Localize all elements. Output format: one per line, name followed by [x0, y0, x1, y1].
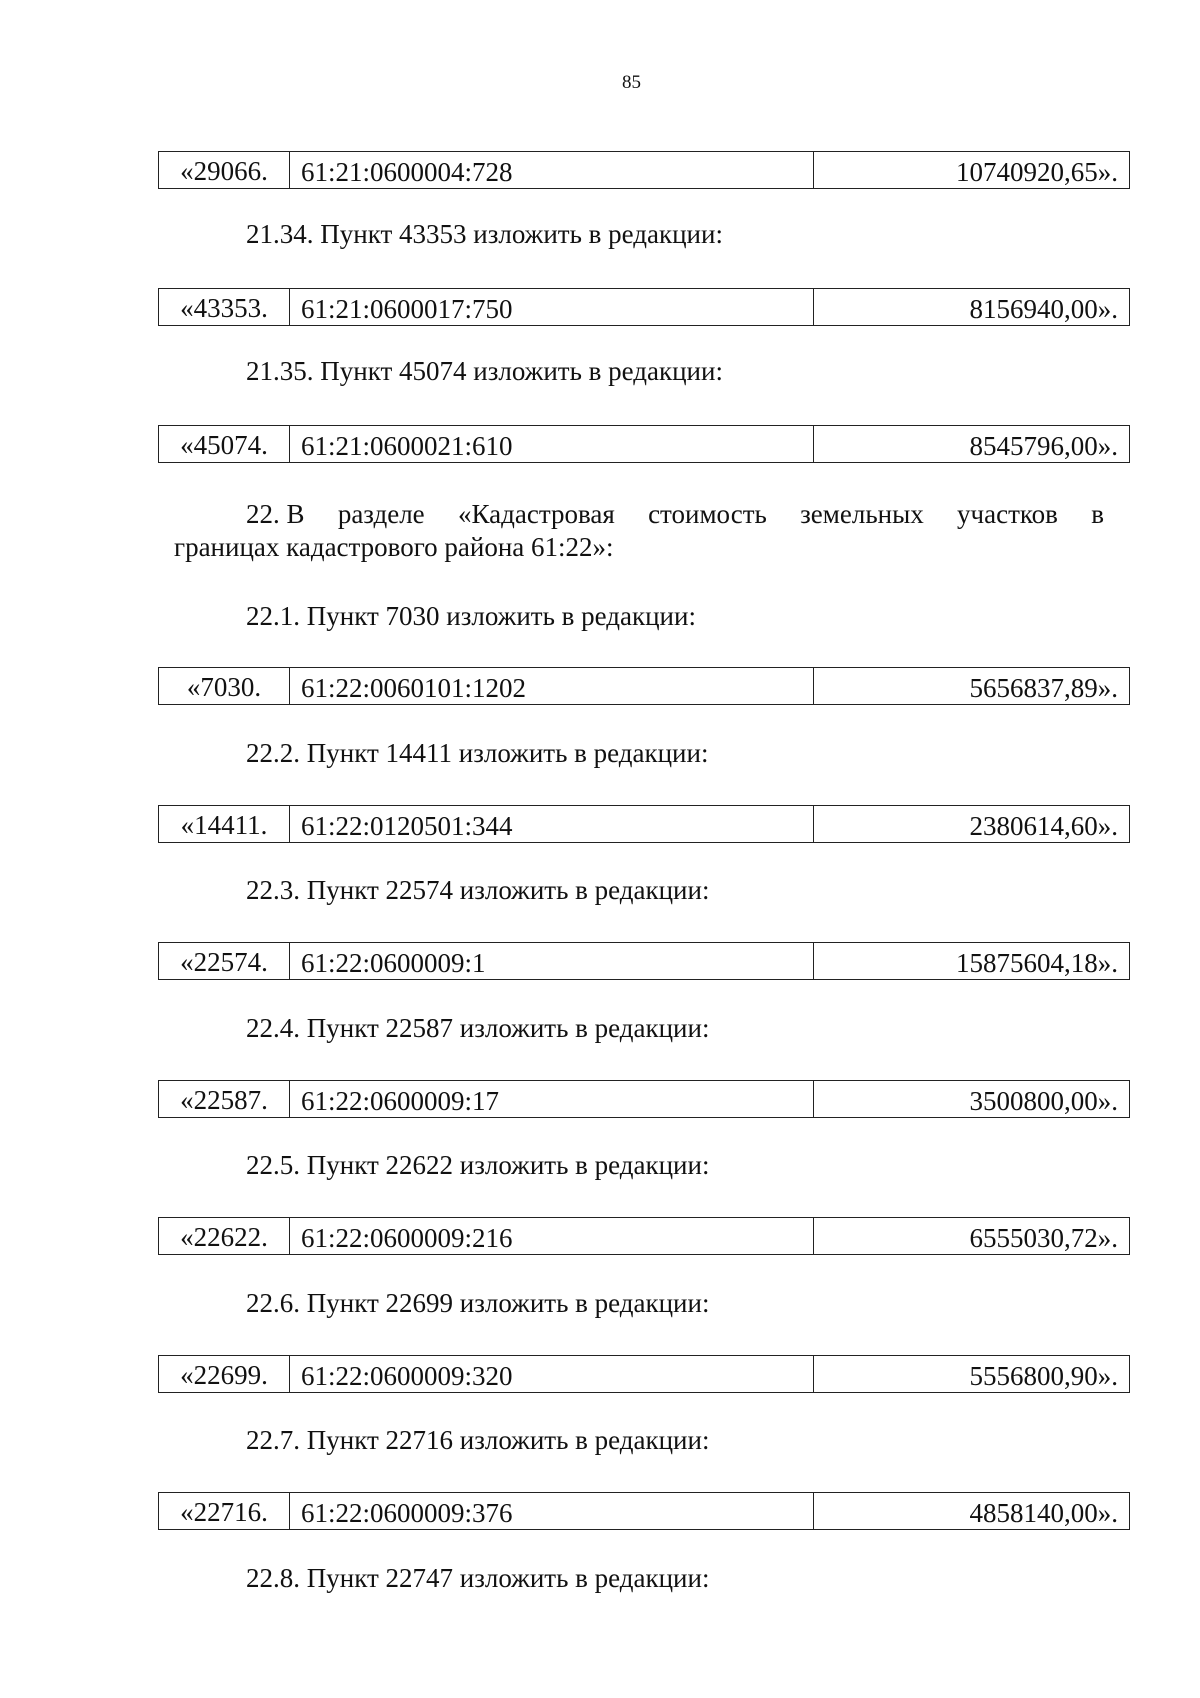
paragraph-word: стоимость [648, 499, 767, 529]
paragraph: 22.5. Пункт 22622 изложить в редакции: [246, 1150, 710, 1180]
cadastral-number-cell: 61:22:0120501:344 [290, 806, 814, 842]
paragraph: 22.7. Пункт 22716 изложить в редакции: [246, 1425, 710, 1455]
table-row [158, 288, 1130, 326]
paragraph-word: в [1091, 499, 1104, 529]
cadastral-value-cell: 5656837,89». [969, 673, 1118, 703]
table-row [158, 1355, 1130, 1393]
item-number-cell: «14411. [159, 806, 290, 842]
paragraph: 22.6. Пункт 22699 изложить в редакции: [246, 1288, 710, 1318]
cadastral-number-cell: 61:22:0600009:1 [290, 943, 814, 979]
table-row [158, 425, 1130, 463]
cadastral-value-cell: 5556800,90». [969, 1361, 1118, 1391]
paragraph: 22.3. Пункт 22574 изложить в редакции: [246, 875, 710, 905]
item-number-cell: «22574. [159, 943, 290, 979]
item-number-cell: «22622. [159, 1218, 290, 1254]
paragraph: 22.4. Пункт 22587 изложить в редакции: [246, 1013, 710, 1043]
table-row [158, 805, 1130, 843]
paragraph: 22.1. Пункт 7030 изложить в редакции: [246, 601, 696, 631]
cadastral-value-cell: 15875604,18». [956, 948, 1118, 978]
paragraph-word: 22. В [246, 499, 305, 529]
cadastral-value-cell: 8545796,00». [969, 431, 1118, 461]
table-row [158, 1217, 1130, 1255]
item-number-cell: «22716. [159, 1493, 290, 1529]
paragraph: 22.2. Пункт 14411 изложить в редакции: [246, 738, 709, 768]
cadastral-number-cell: 61:21:0600021:610 [290, 426, 814, 462]
cadastral-number-cell: 61:21:0600017:750 [290, 289, 814, 325]
paragraph-word: «Кадастровая [457, 499, 615, 529]
table-row [158, 942, 1130, 980]
cadastral-value-cell: 3500800,00». [969, 1086, 1118, 1116]
table-row [158, 1080, 1130, 1118]
cadastral-number-cell: 61:21:0600004:728 [290, 152, 814, 188]
section-heading-paragraph [174, 498, 1104, 564]
item-number-cell: «45074. [159, 426, 290, 462]
paragraph: 22.8. Пункт 22747 изложить в редакции: [246, 1563, 710, 1593]
page-number: 85 [622, 72, 641, 93]
cadastral-value-cell: 2380614,60». [969, 811, 1118, 841]
table-row [158, 1492, 1130, 1530]
table-row [158, 667, 1130, 705]
item-number-cell: «22699. [159, 1356, 290, 1392]
cadastral-number-cell: 61:22:0060101:1202 [290, 668, 814, 704]
cadastral-value-cell: 6555030,72». [969, 1223, 1118, 1253]
cadastral-value-cell: 10740920,65». [956, 157, 1118, 187]
paragraph-word: разделе [337, 499, 425, 529]
cadastral-value-cell: 8156940,00». [969, 294, 1118, 324]
paragraph-word: участков [957, 499, 1058, 529]
cadastral-number-cell: 61:22:0600009:17 [290, 1081, 814, 1117]
cadastral-value-cell: 4858140,00». [969, 1498, 1118, 1528]
item-number-cell: «43353. [159, 289, 290, 325]
table-row [158, 151, 1130, 189]
item-number-cell: «29066. [159, 152, 290, 188]
paragraph: 21.35. Пункт 45074 изложить в редакции: [246, 356, 723, 386]
cadastral-number-cell: 61:22:0600009:320 [290, 1356, 814, 1392]
cadastral-number-cell: 61:22:0600009:216 [290, 1218, 814, 1254]
paragraph: 21.34. Пункт 43353 изложить в редакции: [246, 219, 723, 249]
paragraph-line: границах кадастрового района 61:22»: [174, 532, 614, 562]
paragraph-word: земельных [800, 499, 924, 529]
item-number-cell: «7030. [159, 668, 290, 704]
paragraph-line [174, 498, 1104, 531]
item-number-cell: «22587. [159, 1081, 290, 1117]
cadastral-number-cell: 61:22:0600009:376 [290, 1493, 814, 1529]
